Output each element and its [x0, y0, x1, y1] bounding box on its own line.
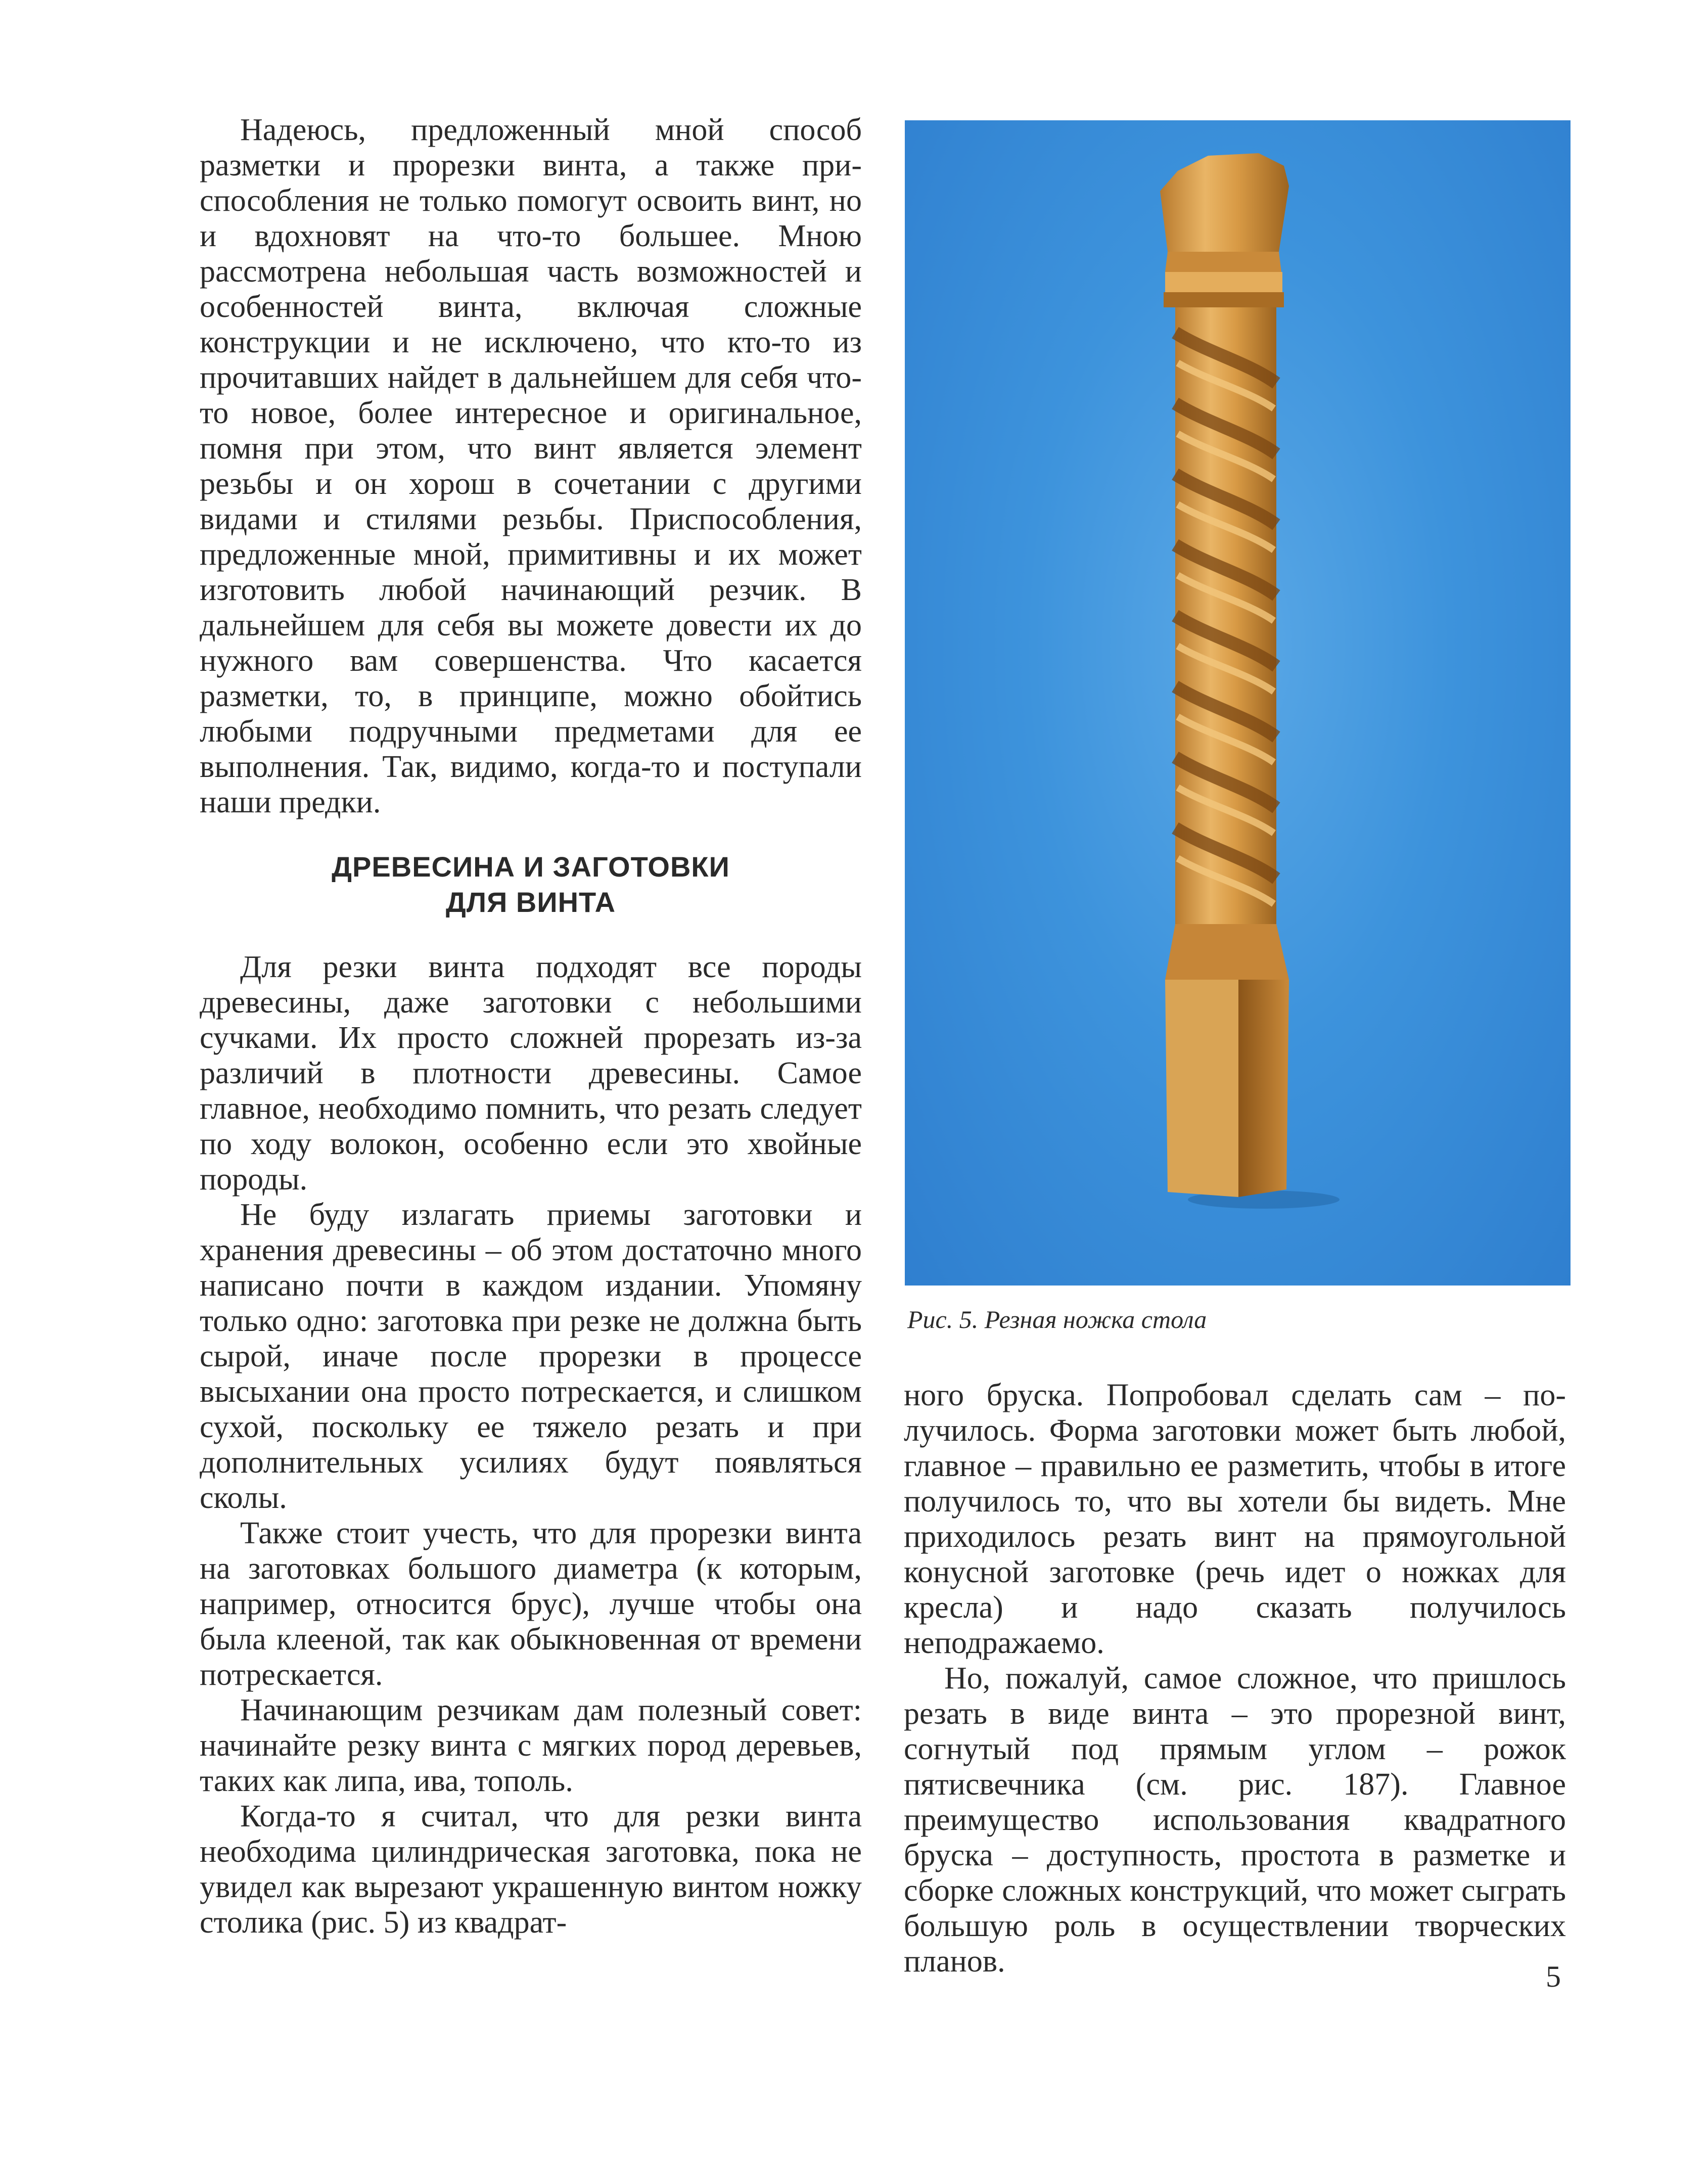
paragraph: Не буду излагать приемы заготовки и хранения древесины – об этом достаточно много написано почти в каждом издании. Упомяну только одно: заготовка при резке не должна быть сырой, иначе после прорезки в процессе высыхании она просто потрескается, и слишком сухой, поскольку ее тяжело резать и при дополнительных усилиях будут появляться сколы.: [200, 1198, 862, 1515]
left-column: [200, 112, 862, 1940]
paragraph: ного бруска. Попробовал сделать сам – получилось. Форма заготовки может быть любой, главное – правильно ее разметить, чтобы в итоге получилось то, что вы хотели бы видеть. Мне приходилось резать винт на прямоугольной конусной заготовке (речь идет о ножках для кресла) и надо сказать получилось неподражаемо.: [904, 1378, 1566, 1660]
heading-line: ДЛЯ ВИНТА: [445, 886, 616, 918]
heading-line: ДРЕВЕСИНА И ЗАГОТОВКИ: [332, 851, 730, 883]
paragraph: Когда-то я считал, что для резки винта необходима цилиндрическая заготовка, пока не увидел как вырезают украшенную винтом ножку столика (рис. 5) из квадрат-: [200, 1799, 862, 1940]
paragraph: Также стоит учесть, что для прорезки винта на заготовках большого диаметра (к которым, например, относится брус), лучше чтобы она была клееной, так как обыкновенная от времени потрескается.: [200, 1516, 862, 1692]
paragraph: Надеюсь, предложенный мной способ разметки и прорезки винта, а также приспособления не только помогут освоить винт, но и вдохновят на что-то большее. Мною рассмотрена небольшая часть возможностей и особенностей винта, включая сложные конструкции и не исключено, что кто-то из прочитавших найдет в дальнейшем для себя что-то новое, более интересное и оригинальное, помня при этом, что винт является элемент резьбы и он хорош в сочетании с другими видами и стилями резьбы. Приспособления, предложенные мной, примитивны и их может изготовить любой начинающий резчик. В дальнейшем для себя вы можете довести их до нужного вам совершенства. Что касается разметки, то, в принципе, можно обойтись любыми подручными предметами для ее выполнения. Так, видимо, когда-то и поступали наши предки.: [200, 113, 862, 819]
figure-caption: Рис. 5. Резная ножка стола: [907, 1305, 1207, 1334]
paragraph: Но, пожалуй, самое сложное, что пришлось резать в виде винта – это прорезной винт, согнутый под прямым углом – рожок пятисвечника (см. рис. 187). Главное преимущество использования квадратного бруска – доступность, простота в разметке и сборке сложных конструкций, что может сыграть большую роль в осуществлении творческих планов.: [904, 1661, 1566, 1979]
figure-photo-carved-table-leg: [905, 120, 1571, 1286]
paragraph: Начинающим резчикам дам полезный совет: начинайте резку винта с мягких пород деревьев, таких как липа, ива, тополь.: [200, 1693, 862, 1798]
section-heading: [200, 849, 862, 920]
right-column: [904, 1378, 1566, 1979]
page-number: 5: [1546, 1960, 1561, 1993]
paragraph: Для резки винта подходят все породы древесины, даже заготовки с небольшими сучками. Их просто сложней прорезать из-за различий в плотности древесины. Самое главное, необходимо помнить, что резать следует по ходу волокон, особенно если это хвойные породы.: [200, 950, 862, 1197]
carved-leg-illustration: [905, 120, 1571, 1286]
